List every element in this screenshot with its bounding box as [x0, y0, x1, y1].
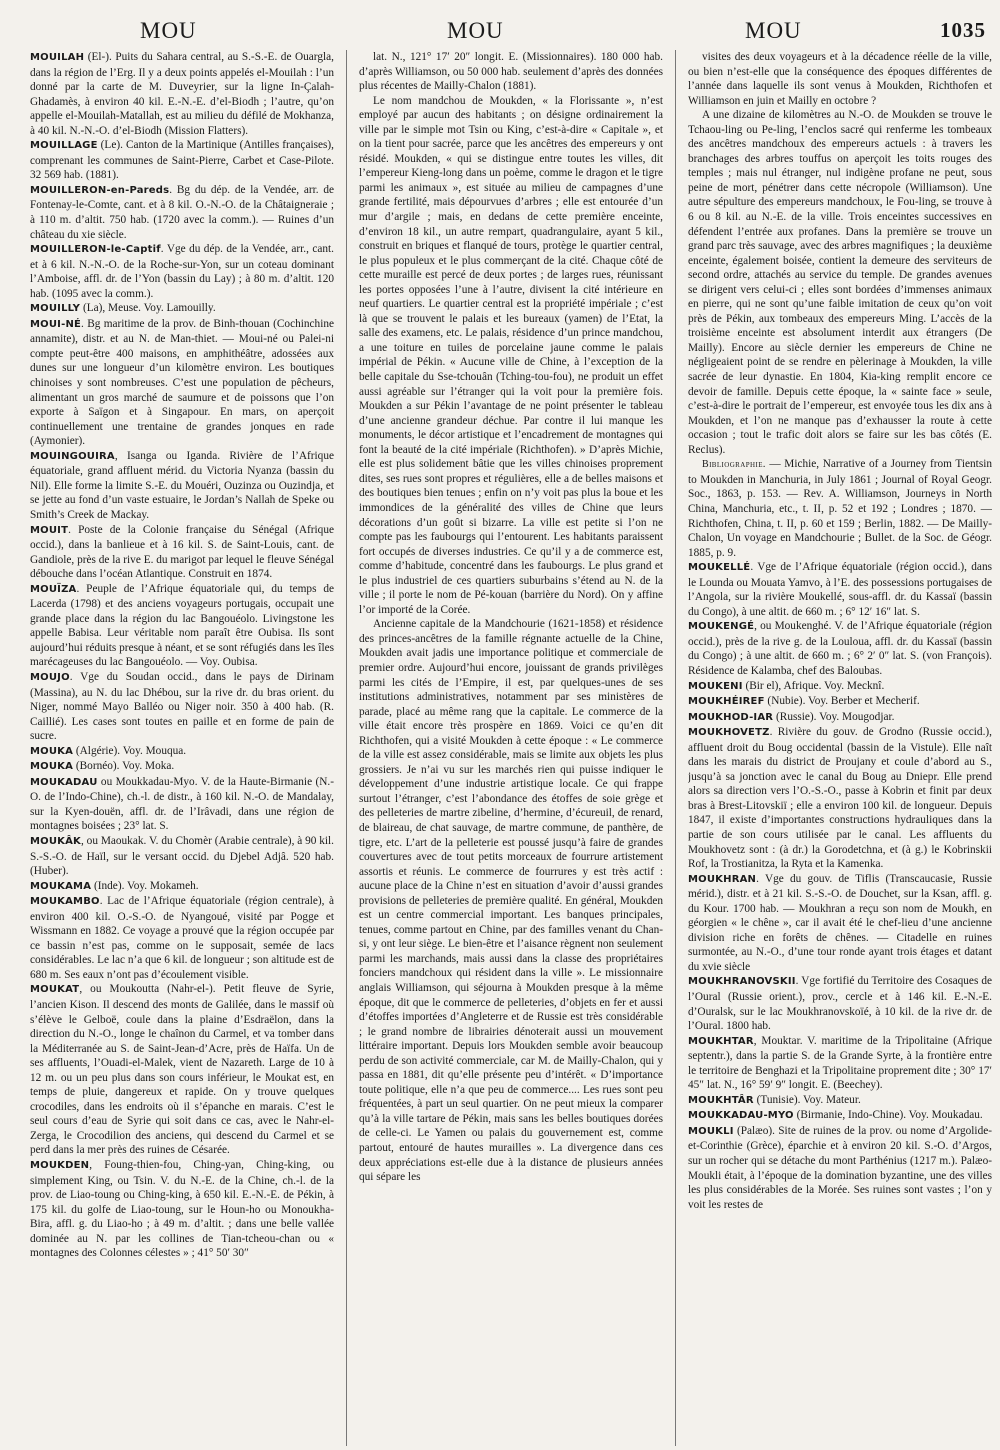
entry-headword: MOUKHRAN	[688, 873, 757, 885]
entry-text: A une dizaine de kilomètres au N.-O. de Moukden se trouve le Tchaou-ling ou Pe-ling, l’enclos sacré qui renferme les tombeaux des ancêtres mandchoux des empereurs actuels : à travers les branchages des arbres touffus on aperçoit les toits rouges des temples ; mais nul étranger, nul indigène profane ne peut, sous peine de mort, pénétrer dans cette nécropole (Williamson). Une autre sépulture des empereurs mandchoux, le Fou-ling, se trouve à 6 ou 8 kil. au N.-E. de la ville. Trois enceintes successives en défendent l’entrée aux profanes. Dans la première se trouve un grand parc très sauvage, avec des arbres magnifiques ; la deuxième enceinte, également boisée, contient la demeure des serviteurs de second ordre, attachés au service du temple. De grandes avenues se dirigent vers celui-ci ; elles sont bordées d’immenses animaux en pierre, qui ne sont qu’une faible imitation de ceux qu’on voit près de Pékin, aux tombeaux des empereurs Ming. L’accès de la troisième enceinte est absolument interdit aux étrangers (De Mailly). Encore au siècle dernier les empereurs de Chine ne négligeaient point de se rendre en pèlerinage à Moukden, la ville sacrée de leur dynastie. En 1804, Kia-king remplit encore ce devoir de famille. Depuis cette époque, la « sainte face » seule, c’est-à-dire le portrait de l’empereur, est envoyée tous les dix ans à Moukden, et l’on ne manque pas d’exhausser la route à cette occasion ; tout le trafic doit alors se faire sur les bas côtés (E. Reclus).	[688, 109, 992, 456]
dictionary-entry	[688, 1034, 992, 1093]
entry-text: (Le). Canton de la Martinique (Antilles françaises), comprenant les communes de Saint-Pierre, Carbet et Case-Pilote. 32 569 hab. (1881).	[30, 139, 334, 182]
entry-paragraph	[688, 108, 992, 457]
dictionary-entry	[688, 710, 992, 726]
entry-headword: MOUKA	[30, 761, 74, 773]
dictionary-entry	[688, 1124, 992, 1212]
entry-text: . Vge du Soudan occid., dans le pays de Dirinam (Massina), au N. du lac Dhébou, sur la rive dr. du bras orient. du Niger, nommé Mayo Balléo ou Niger noir. 350 à 400 hab. (R. Caillié). Les cases sont toutes en paille et en forme de pain de sucre.	[30, 670, 334, 743]
entry-headword: MOUKA	[30, 745, 74, 757]
entry-text: (Bir el), Afrique. Voy. Mecknî.	[742, 679, 885, 692]
entry-text: (El-). Puits du Sahara central, au S.-S.-E. de Ouargla, dans la région de l’Erg. Il y a deux points appelés el-Mouilah : l’un donné par la carte de M. Duveyrier, sur la ligne In-Çalah-Ghadamès, à environ 40 kil. E.-N.-E. d’el-Biodh ; l’autre, qu’on appelle el-Mouilah-Matallah, est au milieu du défilé de Mokhanza, à 40 kil. N.-N.-O. d’el-Biodh (Mission Flatters).	[30, 51, 334, 137]
entry-text: . Rivière du gouv. de Grodno (Russie occid.), affluent droit du Boug occidental (bassin de la Vistule). Elle naît dans les marais du district de Proujany et coule d’abord au S., jusqu’à sa jonction avec le canal du Boug au Dniepr. Elle prend alors sa direction vers l’O.-S.-O., passe à Kobrin et finit par deux bras à Brest-Litovskiï ; elle a environ 100 kil. de longueur. Depuis 1847, il existe d’importantes constructions hydrauliques dans la partie de son cours utilisée par le canal. Les affluents du Moukhovetz sont : (à dr.) la Gorodetchna, et (à g.) le Kobrinskii Rof, la Trostianitza, la Ryta et la Kamenka.	[688, 726, 992, 871]
entry-text: . Bg maritime de la prov. de Binh-thouan (Cochinchine annamite), distr. et au N. de Man-thiet. — Moui-né ou Palei-ni compte peut-être 400 maisons, en amphithéâtre, adossées aux dunes sur une longueur d’un kilomètre environ. Les boutiques chinoises y sont nombreuses. C’est une population de pêcheurs, alimentant un gros marché de saumure et de poissons que l’on exporte à Saïgon et à Singapour. En mars, on aperçoit continuellement une trentaine de grandes jonques en rade (Aymonier).	[30, 317, 334, 448]
entry-paragraph	[359, 50, 663, 94]
entry-text: , Isanga ou Iganda. Rivière de l’Afrique équatoriale, grand affluent mérid. du Victoria Nyanza (bassin du Nil). Elle forme la limite S.-E. du Mouéri, Ouzinza ou Ouzindja, et se jette au fond d’un vaste estuaire, le Jordan’s Nallah de Speke ou Smith’s Creek de Mackay.	[30, 449, 334, 521]
dictionary-entry	[30, 759, 334, 775]
column-2	[359, 50, 663, 1446]
entry-text: . Bg du dép. de la Vendée, arr. de Fontenay-le-Comte, cant. et à 8 kil. O.-N.-O. de la Châtaigneraie ; à 110 m. d’altit. 750 hab. (1720 avec la comm.). — Ruines d’un château du xie siècle.	[30, 183, 334, 241]
entry-text: (Algérie). Voy. Mouqua.	[73, 744, 187, 757]
column-1	[30, 50, 334, 1446]
column-divider	[346, 50, 347, 1446]
page-number: 1035	[940, 18, 986, 42]
dictionary-entry	[688, 679, 992, 695]
entry-headword: MOUI-NÉ	[30, 318, 82, 330]
entry-headword: MOUILAH	[30, 52, 85, 63]
dictionary-entry	[688, 1093, 992, 1109]
dictionary-entry	[688, 619, 992, 678]
entry-paragraph	[688, 50, 992, 108]
entry-headword: MOUKHTÂR	[688, 1094, 754, 1106]
entry-headword: MOUKHOVETZ	[688, 727, 770, 739]
entry-text: Le nom mandchou de Moukden, « la Florissante », n’est employé par aucun des habitants ; on désigne ordinairement la ville par le simple mot Tsin ou King, c’est-à-dire « Capitale », et on la tient pour sacrée, parce que les ancêtres des empereurs y ont résidé. Moukden, « qui se distingue entre toutes les villes, dit l’empereur Kieng-long dans un poème, comme le dragon et le tigre parmi les animaux », est située au milieu de campagnes d’une grande fertilité, mais dépourvues d’arbres ; elle est entourée d’un mur d’argile ; mais, en dedans de cette première enceinte, d’environ 18 kil., un autre rempart, quadrangulaire, ayant 5 kil., construit en briques et flanqué de tours, protège le quartier central, le plus populeux et le plus commerçant de la cité. Chaque côté de cette muraille est percé de deux portes ; de larges rues, réunissant les portes opposées l’une à l’autre, divisent la cité intérieure en neuf quartiers. Le quartier central est la propriété impériale ; c’est là que se trouvent le palais et les bureaux (yamen) de l’Etat, la salle des examens, etc. Le palais, résidence d’un prince mandchou, a une toiture en tuiles de porcelaine jaune comme le palais impérial de Pékin. « Aucune ville de Chine, à l’exception de la belle capitale du Sse-tchouân (Tching-tou-fou), ne produit un effet aussi agréable sur l’étranger qui la voit pour la première fois. Moukden a sur Pékin l’avantage de ne point présenter le tableau d’une ancienne grandeur déchue. Par contre il lui manque les monuments, le décor artistique et l’encadrement de montagnes qui font la beauté de la cité impériale (Richthofen). » D’après Michie, elle est plus solidement bâtie que les villes chinoises proprement dites, ses rues sont propres et régulières, elle a de belles maisons et des boutiques bien tenues ; enfin on n’y voit pas plus la boue et les immondices de la généralité des villes de Chine que leurs décorations d’un goût si bizarre. La ville est petite si l’on ne compte pas les faubourgs qui l’entourent. Les habitants paraissent fort occupés de diverses industries. Ce qu’il y a de commerce est, comme d’habitude, concentré dans les faubourgs. Le plus grand et le plus industriel de ces quartiers suburbains s’étend au N. de la ville ; il porte le nom de Pé-kouan (barrière du Nord). On y affine l’or importé de la Corée.	[359, 94, 663, 616]
dictionary-entry	[30, 834, 334, 879]
entry-headword: MOUKHTAR	[688, 1035, 754, 1047]
entry-text: (Tunisie). Voy. Mateur.	[753, 1093, 861, 1106]
dictionary-entry	[30, 183, 334, 242]
dictionary-entry	[30, 879, 334, 895]
entry-text: lat. N., 121° 17′ 20″ longit. E. (Missionnaires). 180 000 hab. d’après Williamson, ou 50 000 hab. seulement d’après des données plus récentes de Mailly-Chalon (1881).	[359, 51, 663, 93]
entry-headword: MOUKAMBO	[30, 896, 100, 908]
dictionary-entry	[30, 317, 334, 449]
header-center-word: MOU	[447, 18, 504, 43]
entry-headword: MOUILLERON-le-Captif	[30, 244, 161, 256]
bibliography-entry	[688, 457, 992, 560]
entry-text: . Vge de l’Afrique équatoriale (région occid.), dans le Lounda ou Mouata Yamvo, à l’E. des possessions portugaises de l’Angola, sur la rivière Moukellé, sous-affl. dr. du Kassaï (bassin du Congo), à une altit. de 660 m. ; 6° 12′ 16″ lat. S.	[688, 561, 992, 618]
entry-headword: MOUIT	[30, 524, 69, 536]
entry-text: , Foung-thien-fou, Ching-yan, Ching-king, ou simplement King, ou Tsin. V. du N.-E. de la Chine, ch.-l. de la prov. de Liao-toung ou Ching-king, à 650 kil. E.-N.-E. de Pékin, à 175 kil. du golfe de Liao-toung, sur le Houn-ho ou Monoukha-Bira, affl. g. du Liao-ho ; à 49 m. d’altit. ; dans une belle vallée dominée au N. par les collines de Tian-tcheou-chan ou « montagnes des Colonnes célestes » ; 41° 50′ 30″	[30, 1159, 334, 1260]
entry-headword: MOUKHÉIREF	[688, 696, 765, 708]
dictionary-entry	[688, 725, 992, 871]
dictionary-entry	[688, 974, 992, 1033]
entry-text: (Birmanie, Indo-Chine). Voy. Moukadau.	[793, 1109, 983, 1122]
entry-headword: MOUKADAU	[30, 776, 98, 788]
entry-headword: MOUKÂK	[30, 835, 82, 847]
dictionary-entry	[688, 872, 992, 975]
text-columns	[30, 50, 992, 1446]
entry-text: . Vge du gouv. de Tiflis (Transcaucasie, Russie mérid.), distr. et à 21 kil. S.-S.-O. de Douchet, sur la Ksan, affl. g. du Kour. 1700 hab. — Moukhran a reçu son nom de Moukh, en géorgien « le chêne », car il avait été le chef-lieu d’une ancienne division riche en forêts de chênes. — Citadelle en ruines surmontée, au N.-O., d’une tour ronde ayant trois étages et datant du xvie siècle	[688, 872, 992, 973]
dictionary-entry	[30, 670, 334, 744]
dictionary-entry	[30, 775, 334, 834]
bibliography-label: Bibliographie.	[702, 459, 766, 471]
dictionary-entry	[30, 582, 334, 670]
column-divider	[675, 50, 676, 1446]
entry-text: (Inde). Voy. Mokameh.	[91, 879, 199, 892]
dictionary-entry	[30, 744, 334, 760]
entry-text: ou Moukkadau-Myo. V. de la Haute-Birmanie (N.-O. de l’Indo-Chine), ch.-l. de distr., à 160 kil. N.-O. de Mandalay, sur la Kyen-douën, affl. dr. de l’Irâvadi, dans une région de montagnes boisées ; 23° lat. S.	[30, 775, 334, 833]
entry-headword: MOUKELLÉ	[688, 562, 751, 574]
entry-text: . Peuple de l’Afrique équatoriale qui, du temps de Lacerda (1798) et des anciens voyageurs portugais, occupait une grande place dans la région du lac Bangouéolo. Livingstone les appelle Babisa. Leur véritable nom paraît être Oubisa. Ils sont aujourd’hui réduits presque à néant, et se sont réfugiés dans les îles marécageuses du lac Bangouéolo. — Voy. Oubisa.	[30, 582, 334, 669]
dictionary-entry	[30, 301, 334, 317]
header-left-word: MOU	[140, 18, 197, 43]
entry-headword: MOUKKADAU-MYO	[688, 1110, 794, 1122]
dictionary-entry	[30, 242, 334, 301]
dictionary-entry	[30, 982, 334, 1158]
entry-headword: MOUKAMA	[30, 880, 92, 892]
entry-text: , ou Moukenghé. V. de l’Afrique équatoriale (région occid.), près de la rive g. de la Louloua, affl. dr. du Kassaï (bassin du Congo) ; à une altit. de 660 m. ; 6° 2′ 0″ lat. S. (von François). Résidence de Kalamba, chef des Baloubas.	[688, 620, 992, 677]
entry-headword: MOUKENGÉ	[688, 621, 755, 633]
entry-headword: MOUILLAGE	[30, 140, 98, 152]
entry-headword: MOUILLY	[30, 303, 81, 315]
entry-text: (Palæo). Site de ruines de la prov. ou nome d’Argolide-et-Corinthie (Grèce), éparchie et à environ 20 kil. S.-O. d’Argos, sur un rocher qui se détache du mont Parthénius (1217 m.). Palæo-Moukli était, à l’époque de la domination byzantine, une des villes les plus considérables de la Morée. Ses ruines sont vastes ; l’on y voit les restes de	[688, 1124, 992, 1211]
entry-text: visites des deux voyageurs et à la décadence réelle de la ville, ou bien n’est-elle que la conséquence des époques différentes de l’année dans laquelle ils sont venus à Moukden, Richthofen et Williamson en juin et Mailly en octobre ?	[688, 51, 992, 107]
entry-paragraph	[359, 617, 663, 1184]
entry-paragraph	[359, 94, 663, 618]
entry-text: . Lac de l’Afrique équatoriale (région centrale), à environ 400 kil. O.-S.-O. de Nyangoué, visité par Pogge et Wissmann en 1882. Ce voyage a prouvé que la région occupée par ce bassin n’est pas, comme on le supposait, semée de lacs considérables. Le lac n’a que 6 kil. de longueur ; son altitude est de 680 m. Ses eaux n’ont pas d’écoulement visible.	[30, 895, 334, 981]
entry-headword: MOUINGOUIRA	[30, 450, 115, 462]
entry-text: (Nubie). Voy. Berber et Mecherif.	[764, 695, 920, 708]
entry-text: . Vge fortifié du Territoire des Cosaques de l’Oural (Russie orient.), prov., cercle et à 146 kil. E.-N.-E. d’Ouralsk, sur le lac Moukhranovskoïé, à 10 kil. de la rive dr. de l’Oural. 1800 hab.	[688, 975, 992, 1033]
entry-headword: MOUKAT	[30, 984, 80, 996]
header-right-word: MOU	[745, 18, 802, 43]
dictionary-entry	[30, 50, 334, 138]
entry-text: (La), Meuse. Voy. Lamouilly.	[80, 302, 216, 315]
running-head	[0, 0, 1000, 46]
entry-headword: MOUKHOD-IAR	[688, 711, 774, 723]
dictionary-entry	[688, 694, 992, 710]
dictionary-entry	[30, 894, 334, 982]
entry-text: . Vge du dép. de la Vendée, arr., cant. et à 6 kil. N.-N.-O. de la Roche-sur-Yon, sur un coteau dominant l’Amboise, affl. dr. de l’Yon (bassin du Lay) ; à 80 m. d’altit. 120 hab. (1095 avec la comm.).	[30, 243, 334, 300]
entry-text: — Michie, Narrative of a Journey from Tientsin to Moukden in Manchuria, in July 1861 ; Journal of Royal Geogr. Soc., 1863, p. 153. — Rev. A. Williamson, Journeys in North China, Manchuria, etc., t. II, p. 52 et 192 ; Londres ; 1870. — Richthofen, China, t. II, p. 60 et 159 ; Berlin, 1882. — De Mailly-Chalon, Un voyage en Mandchourie ; Bullet. de la Soc. de Géogr. 1885, p. 9.	[688, 458, 992, 559]
entry-headword: MOUKDEN	[30, 1160, 90, 1172]
entry-text: (Bornéo). Voy. Moka.	[73, 760, 175, 773]
entry-headword: MOUKHRANOVSKII	[688, 976, 796, 988]
dictionary-entry	[30, 449, 334, 523]
dictionary-entry	[688, 1108, 992, 1124]
entry-text: Ancienne capitale de la Mandchourie (1621-1858) et résidence des princes-ancêtres de la famille régnante actuelle de la Chine, Moukden avait jadis une importance politique et commerciale de premier ordre. Aujourd’hui encore, jouissant de grands privilèges parmi les cités de l’Empire, il est, par quelques-unes de ses institutions administratives, notamment par ses ministères de parade, placé au même rang que la capitale. Le commerce de la ville était encore très prospère en 1869. Voici ce qu’en dit Richthofen, qui a visité Moukden à cette époque : « Le commerce de la ville est assez considérable, mais se limite aux objets les plus grossiers. Je n’ai vu sur les marchés rien qui puisse indiquer le développement d’une industrie artistique locale. Ce qui frappe surtout l’étranger, c’est l’abondance des étoffes de soie grège et des pelleteries de martre zibeline, d’hermine, d’écureuil, de renard, de blaireau, de chat sauvage, de martre commune, de panthère, de tigre, etc. L’art de la pelleterie est poussé jusqu’à faire de grandes couvertures avec de tout petits morceaux de fourrure artistement assortis et réunis. Le commerce de fourrures y est très actif : aucune place de la Chine n’est en situation d’avoir d’aussi grandes provisions de pelleteries de première qualité. En général, Moukden est un centre commercial important. Les banques principales, tenues, comme partout en Chine, par des familles venant du Chan-si, y ont leur siège. Le bien-être et l’aisance règnent non seulement parmi les marchands, mais aussi dans la classe des propriétaires fonciers mandchoux qui résident dans la ville ». Le missionnaire anglais Williamson, qui séjourna à Moukden presque à la même époque, dit que le commerce de pelleteries, d’objets en fer et aussi d’étoffes importées d’Angleterre et de Russie est très considérable ; le grand nombre de librairies dénoterait aussi un mouvement littéraire important. Depuis lors Moukden semble avoir beaucoup perdu de son activité commerciale, car M. de Mailly-Chalon, qui y passa en 1881, dit qu’elle présente peu d’intérêt. « D’importance toute politique, elle n’a que peu de commerce.... Les rues sont peu fréquentées, à part un seul quartier. On ne peut mieux la comparer qu’à la ville tartare de Pékin, mais sans les belles boutiques dorées de celle-ci. Le Yamen ou palais du gouvernement est, comme partout, entouré de hautes murailles ». La divergence dans ces deux appréciations est-elle due à la distance de plusieurs années qui sépare les	[359, 618, 663, 1184]
dictionary-entry	[30, 523, 334, 582]
dictionary-entry	[30, 1158, 334, 1261]
entry-headword: MOUÏZA	[30, 583, 77, 595]
dictionary-entry	[688, 560, 992, 619]
entry-text: , ou Maoukak. V. du Chomèr (Arabie centrale), à 90 kil. S.-S.-O. de Haïl, sur le versant occid. du Djebel Adjâ. 520 hab. (Huber).	[30, 834, 334, 878]
entry-text: , ou Moukoutta (Nahr-el-). Petit fleuve de Syrie, l’ancien Kison. Il descend des monts de Galilée, dans le massif où s’élève le Gelboë, coule dans la plaine d’Esdraëlon, dans la direction du N.-O., longe le chaînon du Carmel, et va tomber dans la Méditerranée au S. de Saint-Jean-d’Acre, près de Haïfa. Un de ses affluents, l’Ouadi-el-Malek, vient de Nazareth. Large de 10 à 12 m. ou un peu plus dans son cours inférieur, le Moukat est, en temps de pluie, dangereux et rapide. On y trouve quelques crocodiles, dans les endroits où il s’épanche en marais. C’est le seul cours d’eau de Syrie qui soit dans ce cas, avec le Nahr-el-Zerga, le Crocodilion des anciens, qui descend du Carmel et se perd dans la mer près des ruines de Césarée.	[30, 983, 334, 1157]
entry-headword: MOUKENI	[688, 680, 743, 692]
entry-headword: MOUKLI	[688, 1125, 734, 1137]
entry-headword: MOUILLERON-en-Pareds	[30, 184, 170, 196]
dictionary-entry	[30, 138, 334, 183]
entry-headword: MOUJO	[30, 671, 70, 683]
entry-text: , Mouktar. V. maritime de la Tripolitaine (Afrique septentr.), dans la partie S. de la Grande Syrte, à la frontière entre le territoire de Benghazi et la Tripolitaine proprement dite ; 30° 17′ 45″ lat. N., 16° 59′ 9″ longit. E. (Beechey).	[688, 1034, 992, 1092]
column-3	[688, 50, 992, 1446]
entry-text: (Russie). Voy. Mougodjar.	[773, 710, 895, 723]
entry-text: . Poste de la Colonie française du Sénégal (Afrique occid.), dans la banlieue et à 16 kil. S. de Saint-Louis, cant. de Gandiole, près de la rive E. du marigot par lequel le fleuve Sénégal débouche dans l’océan Atlantique. Construit en 1874.	[30, 523, 334, 581]
